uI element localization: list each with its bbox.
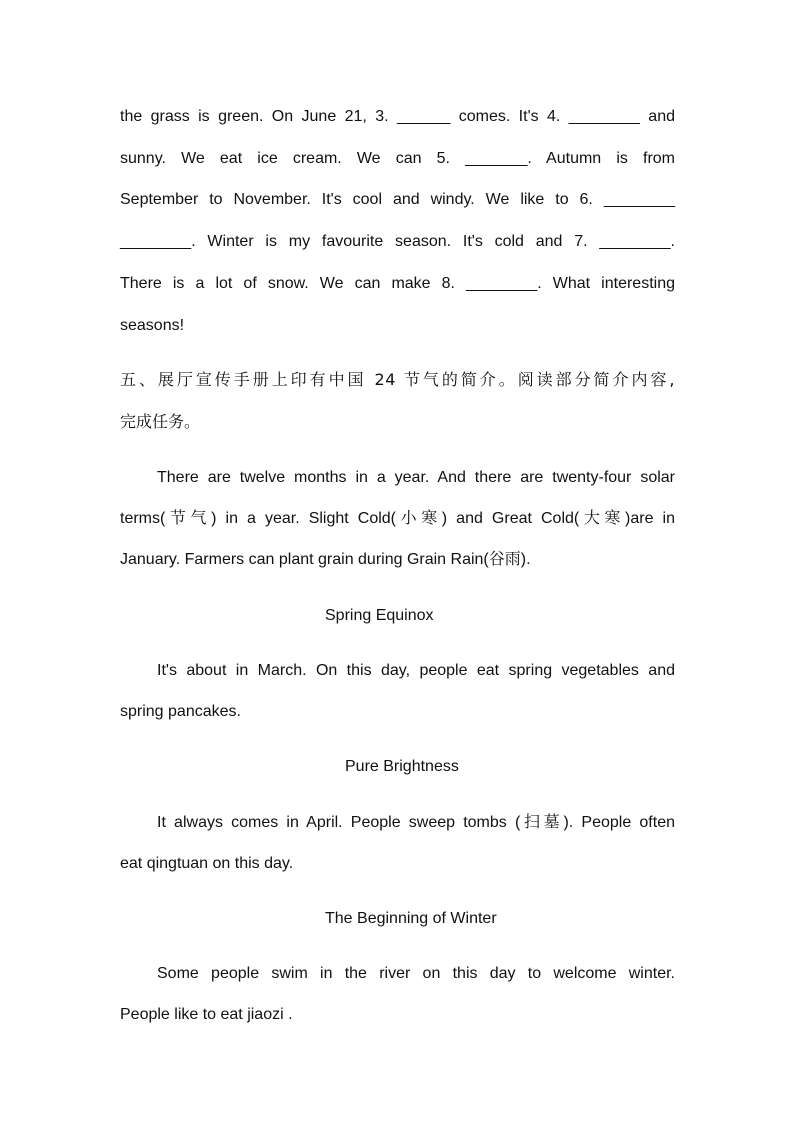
passage-line: sunny. We eat ice cream. We can 5. _______. Autumn is from — [120, 150, 675, 167]
intro-line: terms(节气) in a year. Slight Cold(小寒) and Great Cold(大寒)are in — [120, 510, 675, 527]
passage-line: the grass is green. On June 21, 3. ______ comes. It's 4. ________ and — [120, 108, 675, 125]
term-heading: Pure Brightness — [345, 758, 459, 775]
term-text-line: It always comes in April. People sweep tombs (扫墓). People often — [157, 814, 675, 831]
passage-line: September to November. It's cool and windy. We like to 6. ________ — [120, 191, 675, 208]
term-heading: The Beginning of Winter — [325, 910, 497, 927]
term-text-line: It's about in March. On this day, people eat spring vegetables and — [157, 662, 675, 679]
intro-line: January. Farmers can plant grain during Grain Rain(谷雨). — [120, 551, 531, 568]
term-text-line: People like to eat jiaozi . — [120, 1006, 293, 1023]
passage-line: seasons! — [120, 317, 185, 334]
passage-line: ________. Winter is my favourite season. It's cold and 7. ________. — [120, 233, 675, 250]
section-title-line: 五、展厅宣传手册上印有中国 24 节气的简介。阅读部分简介内容, — [120, 370, 675, 389]
intro-line: There are twelve months in a year. And there are twenty-four solar — [157, 469, 675, 486]
term-text-line: Some people swim in the river on this day to welcome winter. — [157, 965, 675, 982]
term-text-line: spring pancakes. — [120, 703, 241, 720]
section-title-line: 完成任务。 — [120, 412, 201, 431]
passage-line: There is a lot of snow. We can make 8. ________. What interesting — [120, 275, 675, 292]
term-text-line: eat qingtuan on this day. — [120, 855, 294, 872]
term-heading: Spring Equinox — [325, 607, 434, 624]
